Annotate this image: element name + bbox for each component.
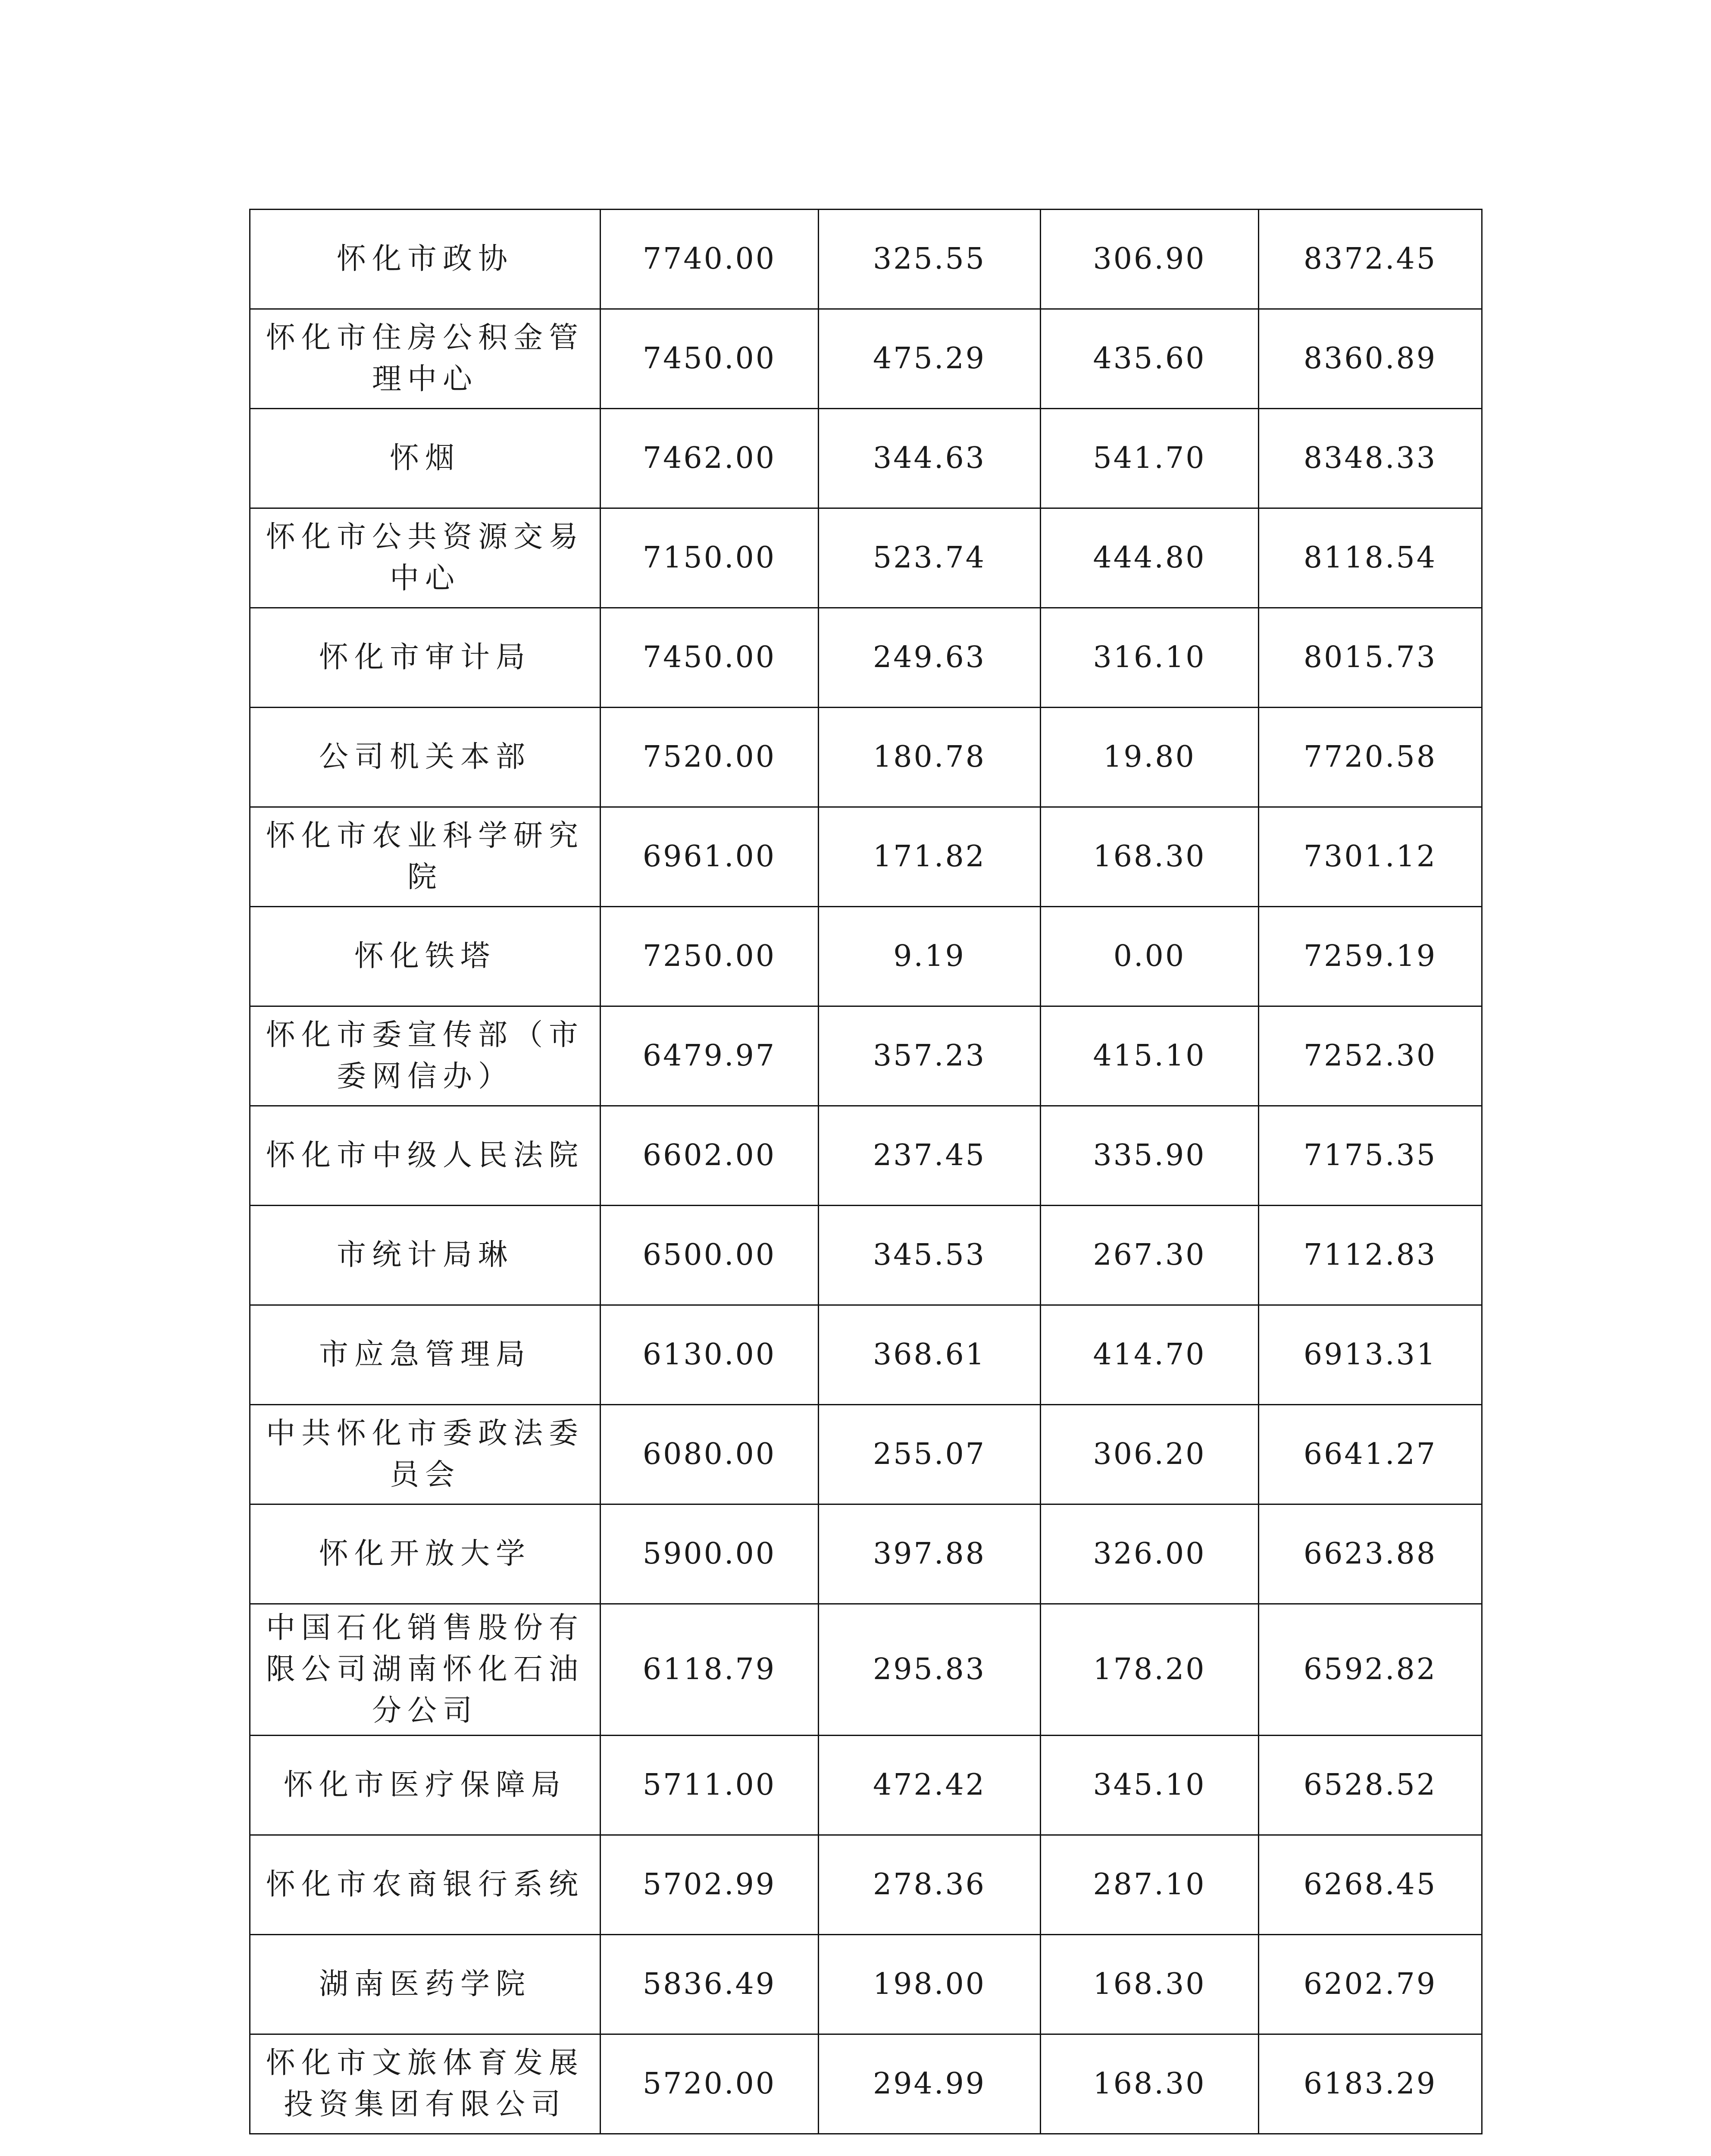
total-cell: 7259.19 — [1259, 907, 1482, 1006]
table-row — [250, 508, 1482, 608]
total-cell: 8360.89 — [1259, 309, 1482, 409]
value-cell: 7250.00 — [601, 907, 819, 1006]
org-name-cell: 怀化市委宣传部（市委网信办） — [250, 1006, 601, 1106]
total-cell: 7112.83 — [1259, 1206, 1482, 1305]
total-cell: 6913.31 — [1259, 1305, 1482, 1405]
value-cell: 294.99 — [819, 2034, 1041, 2134]
org-name-cell: 怀化市审计局 — [250, 608, 601, 708]
value-cell: 0.00 — [1041, 907, 1259, 1006]
value-cell: 180.78 — [819, 708, 1041, 807]
table-row — [250, 1305, 1482, 1405]
value-cell: 7150.00 — [601, 508, 819, 608]
value-cell: 7450.00 — [601, 608, 819, 708]
value-cell: 345.10 — [1041, 1736, 1259, 1835]
value-cell: 6080.00 — [601, 1405, 819, 1504]
total-cell: 6592.82 — [1259, 1604, 1482, 1736]
org-name-cell: 怀化市政协 — [250, 210, 601, 309]
value-cell: 278.36 — [819, 1835, 1041, 1935]
value-cell: 7462.00 — [601, 409, 819, 508]
total-cell: 6623.88 — [1259, 1504, 1482, 1604]
table-row — [250, 409, 1482, 508]
table-row — [250, 1736, 1482, 1835]
value-cell: 6500.00 — [601, 1206, 819, 1305]
org-name-cell: 怀化市农商银行系统 — [250, 1835, 601, 1935]
org-name-cell: 怀化市医疗保障局 — [250, 1736, 601, 1835]
value-cell: 316.10 — [1041, 608, 1259, 708]
org-name-cell: 怀化市农业科学研究院 — [250, 807, 601, 907]
table-row — [250, 708, 1482, 807]
value-cell: 357.23 — [819, 1006, 1041, 1106]
table-row — [250, 309, 1482, 409]
total-cell: 7175.35 — [1259, 1106, 1482, 1206]
value-cell: 523.74 — [819, 508, 1041, 608]
total-cell: 8348.33 — [1259, 409, 1482, 508]
table-row — [250, 1206, 1482, 1305]
value-cell: 255.07 — [819, 1405, 1041, 1504]
data-table — [249, 209, 1483, 2134]
value-cell: 168.30 — [1041, 2034, 1259, 2134]
value-cell: 6130.00 — [601, 1305, 819, 1405]
table-row — [250, 1835, 1482, 1935]
total-cell: 6268.45 — [1259, 1835, 1482, 1935]
org-name-cell: 怀化开放大学 — [250, 1504, 601, 1604]
value-cell: 198.00 — [819, 1935, 1041, 2034]
value-cell: 444.80 — [1041, 508, 1259, 608]
table-row — [250, 807, 1482, 907]
value-cell: 345.53 — [819, 1206, 1041, 1305]
value-cell: 472.42 — [819, 1736, 1041, 1835]
table-row — [250, 1405, 1482, 1504]
value-cell: 414.70 — [1041, 1305, 1259, 1405]
value-cell: 5900.00 — [601, 1504, 819, 1604]
org-name-cell: 怀化市文旅体育发展投资集团有限公司 — [250, 2034, 601, 2134]
value-cell: 237.45 — [819, 1106, 1041, 1206]
total-cell: 7252.30 — [1259, 1006, 1482, 1106]
value-cell: 5702.99 — [601, 1835, 819, 1935]
org-name-cell: 怀化市中级人民法院 — [250, 1106, 601, 1206]
total-cell: 6202.79 — [1259, 1935, 1482, 2034]
value-cell: 7520.00 — [601, 708, 819, 807]
value-cell: 344.63 — [819, 409, 1041, 508]
org-name-cell: 湖南医药学院 — [250, 1935, 601, 2034]
value-cell: 168.30 — [1041, 807, 1259, 907]
org-name-cell: 市应急管理局 — [250, 1305, 601, 1405]
value-cell: 6479.97 — [601, 1006, 819, 1106]
value-cell: 6602.00 — [601, 1106, 819, 1206]
total-cell: 6641.27 — [1259, 1405, 1482, 1504]
value-cell: 249.63 — [819, 608, 1041, 708]
value-cell: 7450.00 — [601, 309, 819, 409]
value-cell: 267.30 — [1041, 1206, 1259, 1305]
table-row — [250, 1106, 1482, 1206]
total-cell: 7301.12 — [1259, 807, 1482, 907]
org-name-cell: 中共怀化市委政法委员会 — [250, 1405, 601, 1504]
value-cell: 295.83 — [819, 1604, 1041, 1736]
value-cell: 19.80 — [1041, 708, 1259, 807]
value-cell: 397.88 — [819, 1504, 1041, 1604]
value-cell: 5836.49 — [601, 1935, 819, 2034]
value-cell: 415.10 — [1041, 1006, 1259, 1106]
total-cell: 8015.73 — [1259, 608, 1482, 708]
value-cell: 368.61 — [819, 1305, 1041, 1405]
org-name-cell: 市统计局琳 — [250, 1206, 601, 1305]
value-cell: 178.20 — [1041, 1604, 1259, 1736]
value-cell: 325.55 — [819, 210, 1041, 309]
table-row — [250, 1604, 1482, 1736]
org-name-cell: 怀化铁塔 — [250, 907, 601, 1006]
total-cell: 8372.45 — [1259, 210, 1482, 309]
org-name-cell: 怀化市公共资源交易中心 — [250, 508, 601, 608]
table-row — [250, 1504, 1482, 1604]
table-row — [250, 608, 1482, 708]
value-cell: 6118.79 — [601, 1604, 819, 1736]
value-cell: 326.00 — [1041, 1504, 1259, 1604]
value-cell: 335.90 — [1041, 1106, 1259, 1206]
table-row — [250, 907, 1482, 1006]
value-cell: 306.20 — [1041, 1405, 1259, 1504]
table-row — [250, 2034, 1482, 2134]
value-cell: 475.29 — [819, 309, 1041, 409]
org-name-cell: 中国石化销售股份有限公司湖南怀化石油分公司 — [250, 1604, 601, 1736]
table-row — [250, 210, 1482, 309]
value-cell: 5711.00 — [601, 1736, 819, 1835]
total-cell: 6183.29 — [1259, 2034, 1482, 2134]
table-row — [250, 1935, 1482, 2034]
org-name-cell: 怀化市住房公积金管理中心 — [250, 309, 601, 409]
value-cell: 9.19 — [819, 907, 1041, 1006]
value-cell: 168.30 — [1041, 1935, 1259, 2034]
value-cell: 5720.00 — [601, 2034, 819, 2134]
org-name-cell: 公司机关本部 — [250, 708, 601, 807]
value-cell: 171.82 — [819, 807, 1041, 907]
value-cell: 435.60 — [1041, 309, 1259, 409]
value-cell: 7740.00 — [601, 210, 819, 309]
value-cell: 287.10 — [1041, 1835, 1259, 1935]
total-cell: 8118.54 — [1259, 508, 1482, 608]
value-cell: 306.90 — [1041, 210, 1259, 309]
total-cell: 7720.58 — [1259, 708, 1482, 807]
org-name-cell: 怀烟 — [250, 409, 601, 508]
value-cell: 6961.00 — [601, 807, 819, 907]
table-row — [250, 1006, 1482, 1106]
value-cell: 541.70 — [1041, 409, 1259, 508]
total-cell: 6528.52 — [1259, 1736, 1482, 1835]
